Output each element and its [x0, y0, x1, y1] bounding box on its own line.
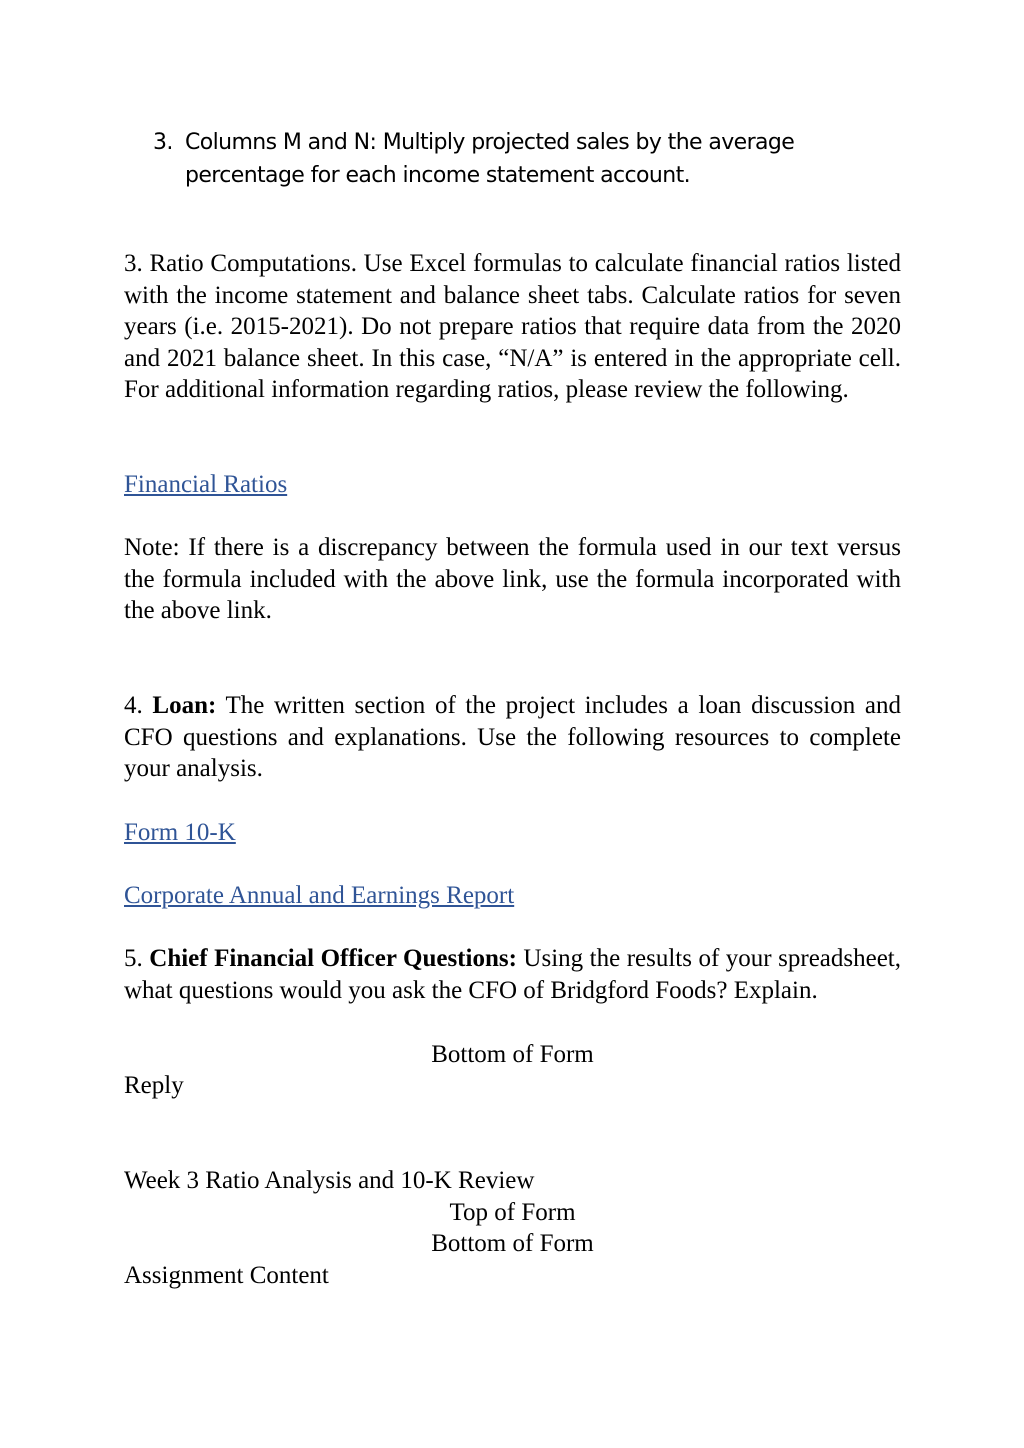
loan-prefix: 4.	[124, 692, 153, 719]
top-of-form-marker: Top of Form	[449, 1199, 576, 1226]
bottom-of-form-marker: Bottom of Form	[431, 1041, 594, 1068]
note-paragraph: Note: If there is a discrepancy between the formula used in our text versus the formula included with the above link, use the formula incorporated with the above link.	[124, 534, 901, 625]
loan-text: The written section of the project includes a loan discussion and CFO questions and explanations. Use the following resources to complete your analysis.	[124, 692, 901, 783]
loan-paragraph	[124, 690, 901, 785]
ratio-computations-paragraph: 3. Ratio Computations. Use Excel formulas to calculate financial ratios listed with the income statement and balance sheet tabs. Calculate ratios for seven years (i.e. 2015-2021). Do not prepare ratios that require data from the 2020 and 2021 balance sheet. In this case, “N/A” is entered in the appropriate cell. For additional information regarding ratios, please review the following.	[124, 250, 901, 404]
step-number: 3.	[153, 130, 173, 155]
cfo-questions-paragraph	[124, 943, 901, 1006]
financial-ratios-link[interactable]: Financial Ratios	[124, 471, 288, 498]
reply-link[interactable]: Reply	[124, 1072, 184, 1099]
cfo-title: Chief Financial Officer Questions:	[149, 945, 517, 972]
annual-report-link[interactable]: Corporate Annual and Earnings Report	[124, 882, 515, 909]
cfo-text: Using the results of your spreadsheet, what questions would you ask the CFO of Bridgford Foods? Explain.	[124, 945, 901, 1004]
step-columns-m-n	[153, 126, 873, 192]
cfo-prefix: 5.	[124, 945, 150, 972]
loan-title: Loan:	[152, 692, 217, 719]
assignment-content-heading: Assignment Content	[124, 1262, 329, 1289]
week-title: Week 3 Ratio Analysis and 10-K Review	[124, 1167, 535, 1194]
form-10k-link[interactable]: Form 10-K	[124, 819, 236, 846]
bottom-of-form-marker-2: Bottom of Form	[431, 1230, 594, 1257]
step-text: Columns M and N: Multiply projected sales by the average percentage for each income statement account.	[185, 130, 795, 188]
